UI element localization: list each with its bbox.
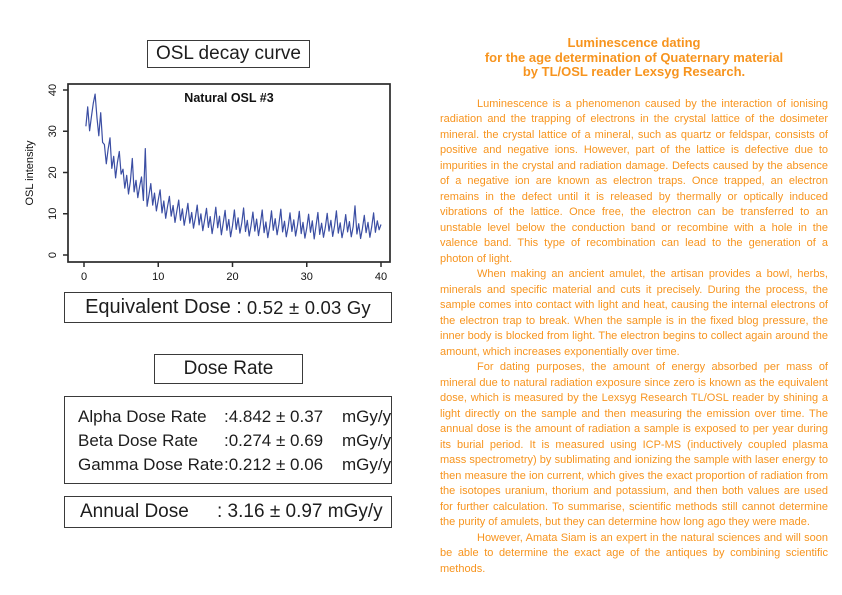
- chart-title-box: [147, 40, 310, 68]
- beta-dose-value: :0.274 ± 0.69: [224, 431, 324, 450]
- article-body: [440, 97, 828, 578]
- gamma-dose-label: Gamma Dose Rate: [78, 455, 224, 474]
- paragraph-luminescence: Luminescence is a phenomenon caused by the interaction of ionising radiation and the trapping of electrons in the crystal lattice of the dosimeter mineral. the crystal lattice of a mineral, such as quartz or feldspar, consists of positive and negative ions. However, part of the lattice is defective due to impurities in the crystal and radiation damage. Defects caused by the absence of a negative ion are known as electron traps. Once trapped, an electron remains in the defect until it is released by thermally or optically induced vibrations of the lattice. Once free, the electron can be transferred to an unstable level below the conduction band or recombine with a hole in the valence band. This type of recombination can lead to the generation of a photon of light.: [440, 97, 828, 265]
- plot-title: Natural OSL #3: [184, 91, 274, 105]
- heading-line-2: for the age determination of Quaternary material: [484, 49, 784, 65]
- y-tick-label: 10: [47, 207, 59, 220]
- axis-ticks: [47, 84, 387, 283]
- gamma-dose-unit: mGy/y: [342, 455, 392, 474]
- x-tick-label: 20: [226, 271, 239, 283]
- paragraph-dating: For dating purposes, the amount of energy absorbed per mass of mineral due to natural radiation exposure since zero is known as the equivalent dose, which is measured by the Lexsyg Research TL/OSL reader by shining a light directly on the sample and then measuring the emission over time. The annual dose is the amount of radiation a sample is exposed to per year during its burial period. It is measured using ICP-MS (inductively coupled plasma mass spectrometry) by sublimating and ionizing the sample with laser energy to then measure the ion current, which gives the exact proportion of radiation from the isotopes uranium, thorium and potassium, and then both values are used for further calculation. To summarise, scientific methods still cannot determine the purity of amulets, but they can determine how long ago they were made.: [440, 361, 828, 528]
- annual-dose-label: Annual Dose: [80, 501, 189, 522]
- dose-rate-row-alpha: [78, 405, 391, 429]
- annual-dose-value: : 3.16 ± 0.97 mGy/y: [217, 501, 383, 522]
- heading-line-3: by TL/OSL reader Lexsyg Research.: [522, 64, 746, 79]
- x-tick-label: 30: [300, 271, 313, 283]
- decay-curve-series: [86, 94, 381, 239]
- beta-dose-label: Beta Dose Rate: [78, 431, 199, 450]
- dose-rate-title-label: Dose Rate: [183, 358, 274, 379]
- y-tick-label: 0: [47, 251, 59, 259]
- alpha-dose-value: :4.842 ± 0.37: [224, 407, 324, 426]
- beta-dose-unit: mGy/y: [342, 431, 392, 450]
- dose-rate-row-beta: [78, 429, 391, 453]
- dose-rate-row-gamma: [78, 453, 391, 477]
- gamma-dose-value: :0.212 ± 0.06: [224, 455, 324, 474]
- dose-rate-title-box: [154, 354, 303, 384]
- y-tick-label: 20: [47, 166, 59, 179]
- annual-dose-box: [64, 496, 392, 528]
- equivalent-dose-value: 0.52 ± 0.03 Gy: [246, 296, 371, 318]
- alpha-dose-unit: mGy/y: [342, 407, 392, 426]
- equivalent-dose-label: Equivalent Dose :: [85, 296, 242, 318]
- osl-decay-chart: [15, 74, 410, 289]
- alpha-dose-label: Alpha Dose Rate: [78, 407, 207, 426]
- y-tick-label: 30: [47, 125, 59, 138]
- paragraph-conclusion: However, Amata Siam is an expert in the natural sciences and will soon be able to determine the exact age of the antiques by combining scientific methods.: [440, 531, 828, 575]
- chart-title-label: OSL decay curve: [155, 43, 302, 64]
- paragraph-amulet: When making an ancient amulet, the artisan provides a bowl, herbs, minerals and specific material and cuts it precisely. During the process, the sample comes into contact with light and heat, causing the internal electrons of the electron trap to break. When the sample is in the fixed blog pressure, the inner body is blocked from light. The electron begins to collect again around the amount, which increases exponentially over time.: [440, 268, 828, 358]
- heading-line-1: Luminescence dating: [567, 35, 701, 50]
- y-tick-label: 40: [47, 83, 59, 97]
- article-heading: [440, 36, 828, 80]
- y-axis-label: OSL intensity: [24, 140, 36, 206]
- x-tick-label: 40: [374, 271, 388, 283]
- equivalent-dose-box: [64, 292, 392, 323]
- right-panel: [440, 36, 828, 577]
- dose-rate-table: [64, 396, 392, 484]
- x-tick-label: 10: [152, 271, 165, 283]
- x-tick-label: 0: [80, 271, 88, 283]
